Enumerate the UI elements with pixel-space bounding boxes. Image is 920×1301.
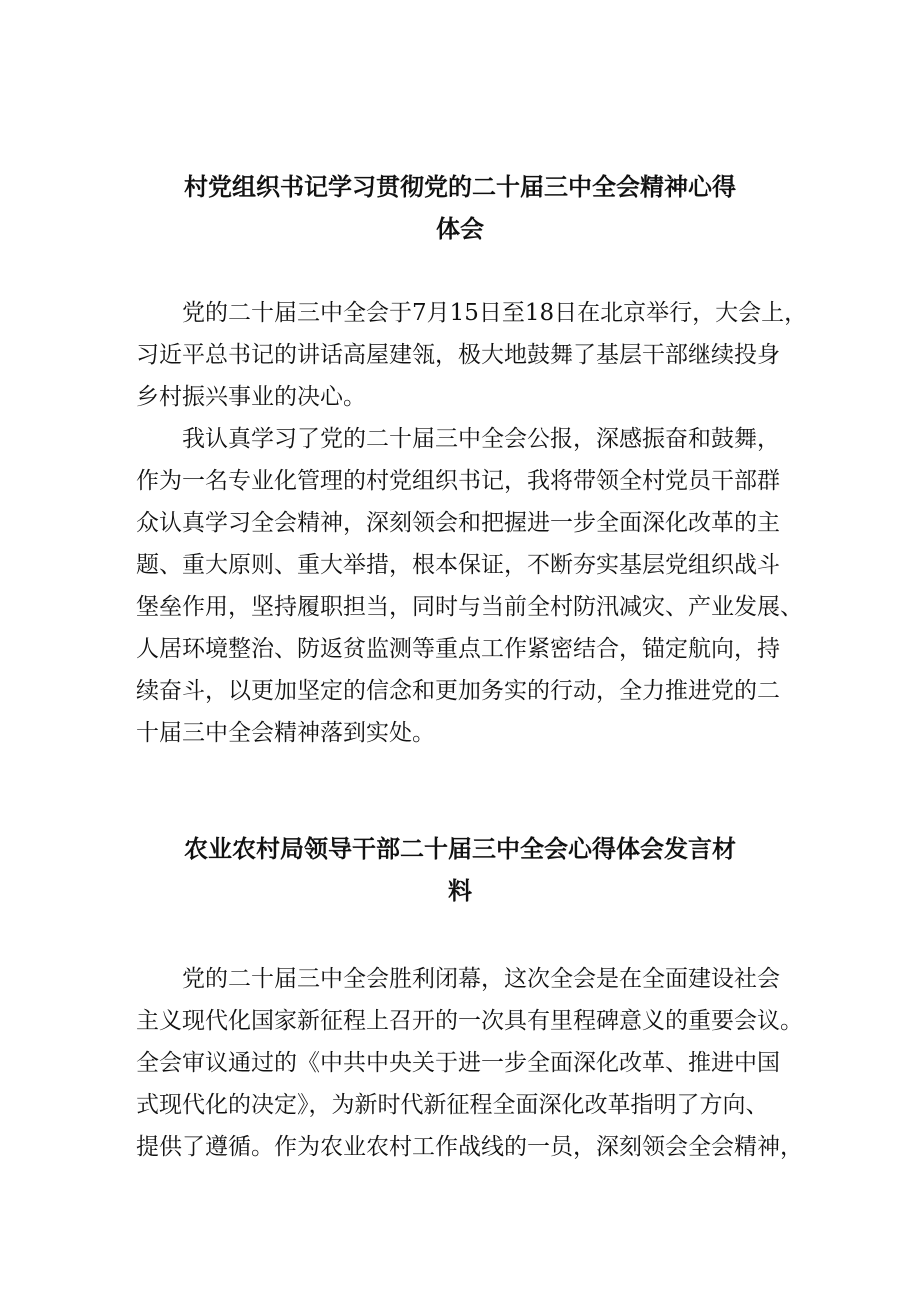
text-line: 全会审议通过的《中共中央关于进一步全面深化改革、推进中国 bbox=[136, 1050, 780, 1076]
article-1-title bbox=[150, 166, 770, 250]
text-line: 党的二十届三中全会胜利闭幕，这次全会是在全面建设社会 bbox=[182, 966, 780, 992]
article-2-paragraph-1 bbox=[136, 958, 803, 1168]
text-line: 作为一名专业化管理的村党组织书记，我将带领全村党员干部群 bbox=[136, 468, 780, 494]
article-1-paragraph-2 bbox=[136, 418, 803, 754]
text-line: 式现代化的决定》，为新时代新征程全面深化改革指明了方向、 bbox=[136, 1092, 769, 1118]
article-1-title-line-1: 村党组织书记学习贯彻党的二十届三中全会精神心得 bbox=[184, 173, 736, 201]
text-line: 题、重大原则、重大举措，根本保证，不断夯实基层党组织战斗 bbox=[136, 552, 780, 578]
article-2-title bbox=[150, 828, 770, 912]
text-line: 堡垒作用，坚持履职担当，同时与当前全村防汛减灾、产业发展、 bbox=[136, 594, 803, 620]
text-line: 习近平总书记的讲话高屋建瓴，极大地鼓舞了基层干部继续投身 bbox=[136, 342, 780, 368]
text-line: 我认真学习了党的二十届三中全会公报，深感振奋和鼓舞， bbox=[182, 426, 780, 452]
text-line: 乡村振兴事业的决心。 bbox=[136, 384, 366, 410]
article-2-title-line-1: 农业农村局领导干部二十届三中全会心得体会发言材 bbox=[184, 835, 736, 863]
text-line: 人居环境整治、防返贫监测等重点工作紧密结合，锚定航向，持 bbox=[136, 636, 780, 662]
article-2-title-line-2: 料 bbox=[448, 877, 472, 905]
article-1-title-line-2: 体会 bbox=[436, 215, 484, 243]
article-1-paragraph-1 bbox=[136, 292, 808, 418]
text-line: 主义现代化国家新征程上召开的一次具有里程碑意义的重要会议。 bbox=[136, 1008, 803, 1034]
text-line: 续奋斗，以更加坚定的信念和更加务实的行动，全力推进党的二 bbox=[136, 678, 780, 704]
text-line: 众认真学习全会精神，深刻领会和把握进一步全面深化改革的主 bbox=[136, 510, 780, 536]
text-line: 十届三中全会精神落到实处。 bbox=[136, 720, 435, 746]
text-line: 提供了遵循。作为农业农村工作战线的一员，深刻领会全会精神， bbox=[136, 1134, 803, 1160]
text-line: 党的二十届三中全会于7月15日至18日在北京举行，大会上， bbox=[182, 300, 808, 326]
